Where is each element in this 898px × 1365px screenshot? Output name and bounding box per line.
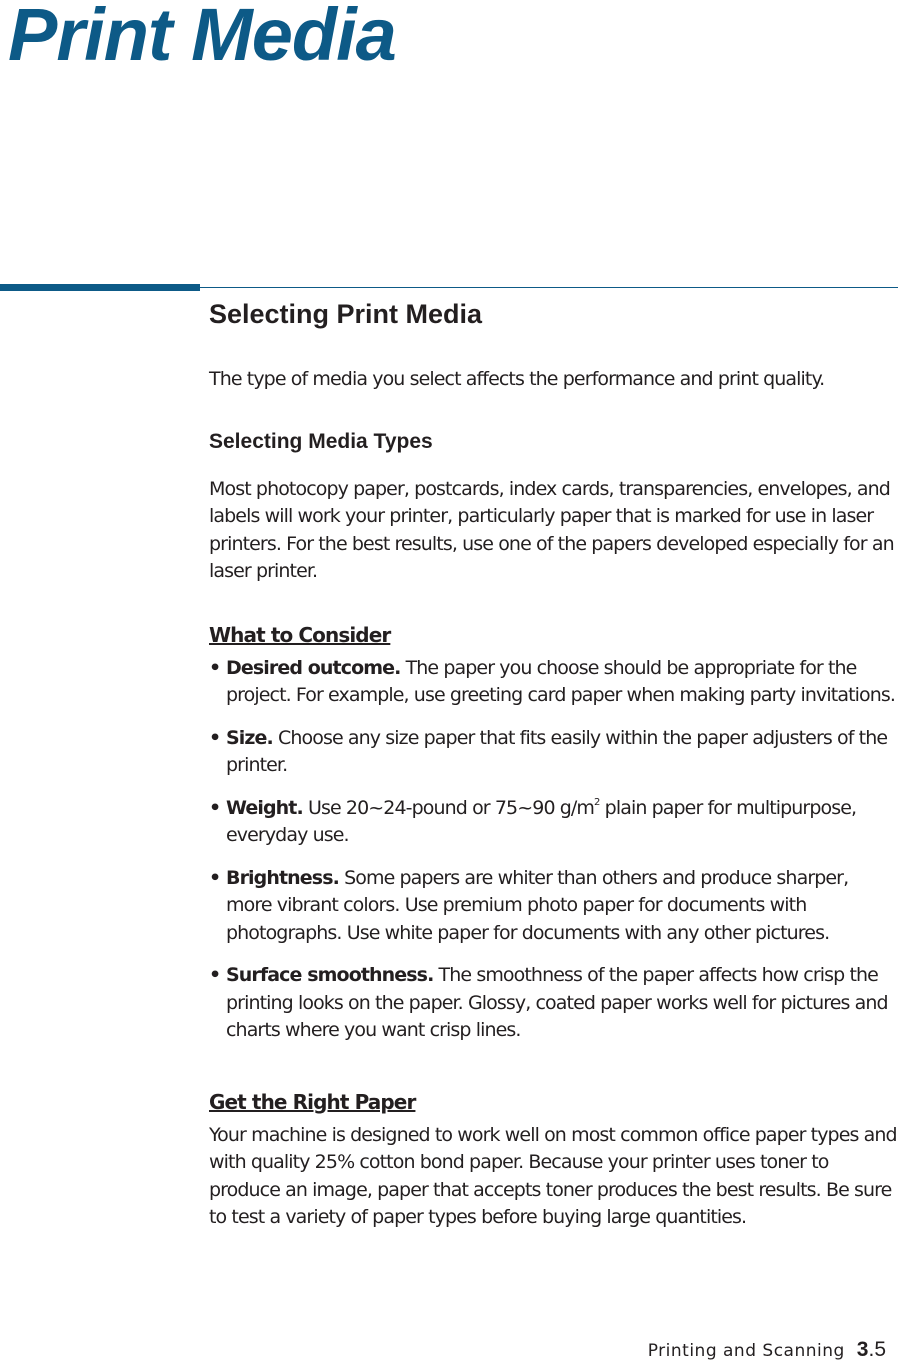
item-text: The paper you choose should be appropriate for the project. For example, use greeting card paper when making party invitations. [226,656,896,706]
main-content [209,297,898,1232]
what-to-consider-heading: What to Consider [209,622,391,647]
item-term: Brightness. [226,866,339,889]
item-term: Surface smoothness. [226,964,434,986]
right-paper-heading: Get the Right Paper [209,1089,416,1114]
item-text: plain paper for multipurpose, everyday use. [226,796,857,846]
intro-paragraph: The type of media you select affects the performance and print quality. [209,368,825,390]
list-item [209,725,898,780]
item-text: Choose any size paper that fits easily within the paper adjusters of the printer. [226,726,888,776]
list-item [209,962,898,1045]
section-heading: Selecting Print Media [209,299,483,329]
right-paper-paragraph: Your machine is designed to work well on most common office paper types and with quality 25% cotton bond paper. Because your printer uses toner to produce an image, paper that accepts toner produces the best results. Be sure to test a variety of paper types before buying large quantities. [209,1123,897,1228]
list-item [209,865,898,948]
footer-section-label: Printing and Scanning [647,1341,845,1361]
page-footer [648,1338,886,1362]
item-text: Some papers are whiter than others and produce sharper, more vibrant colors. Use premium photo paper for documents with photographs. Use white paper for documents with any other pictures. [226,866,849,944]
media-types-paragraph: Most photocopy paper, postcards, index cards, transparencies, envelopes, and labels will work your printer, particularly paper that is marked for use in laser printers. For the best results, use one of the papers developed especially for an laser printer. [209,477,894,582]
list-item [209,795,898,850]
title-rule-thick [0,284,200,291]
item-term: Desired outcome. [226,656,401,679]
media-types-heading: Selecting Media Types [209,429,433,453]
item-text: The smoothness of the paper affects how crisp the printing looks on the paper. Glossy, coated paper works well for pictures and charts where you want crisp lines. [226,964,888,1041]
item-term: Weight. [226,796,303,819]
item-term: Size. [226,726,273,749]
superscript: 2 [594,796,600,808]
page-title: Print Media [8,0,396,76]
title-rule-thin [200,287,898,288]
item-text: Use 20~24-pound or 75~90 g/m [302,796,595,819]
page-number: .5 [868,1338,886,1361]
chapter-number: 3 [856,1338,869,1361]
list-item [209,655,898,710]
consideration-list [209,655,898,1045]
